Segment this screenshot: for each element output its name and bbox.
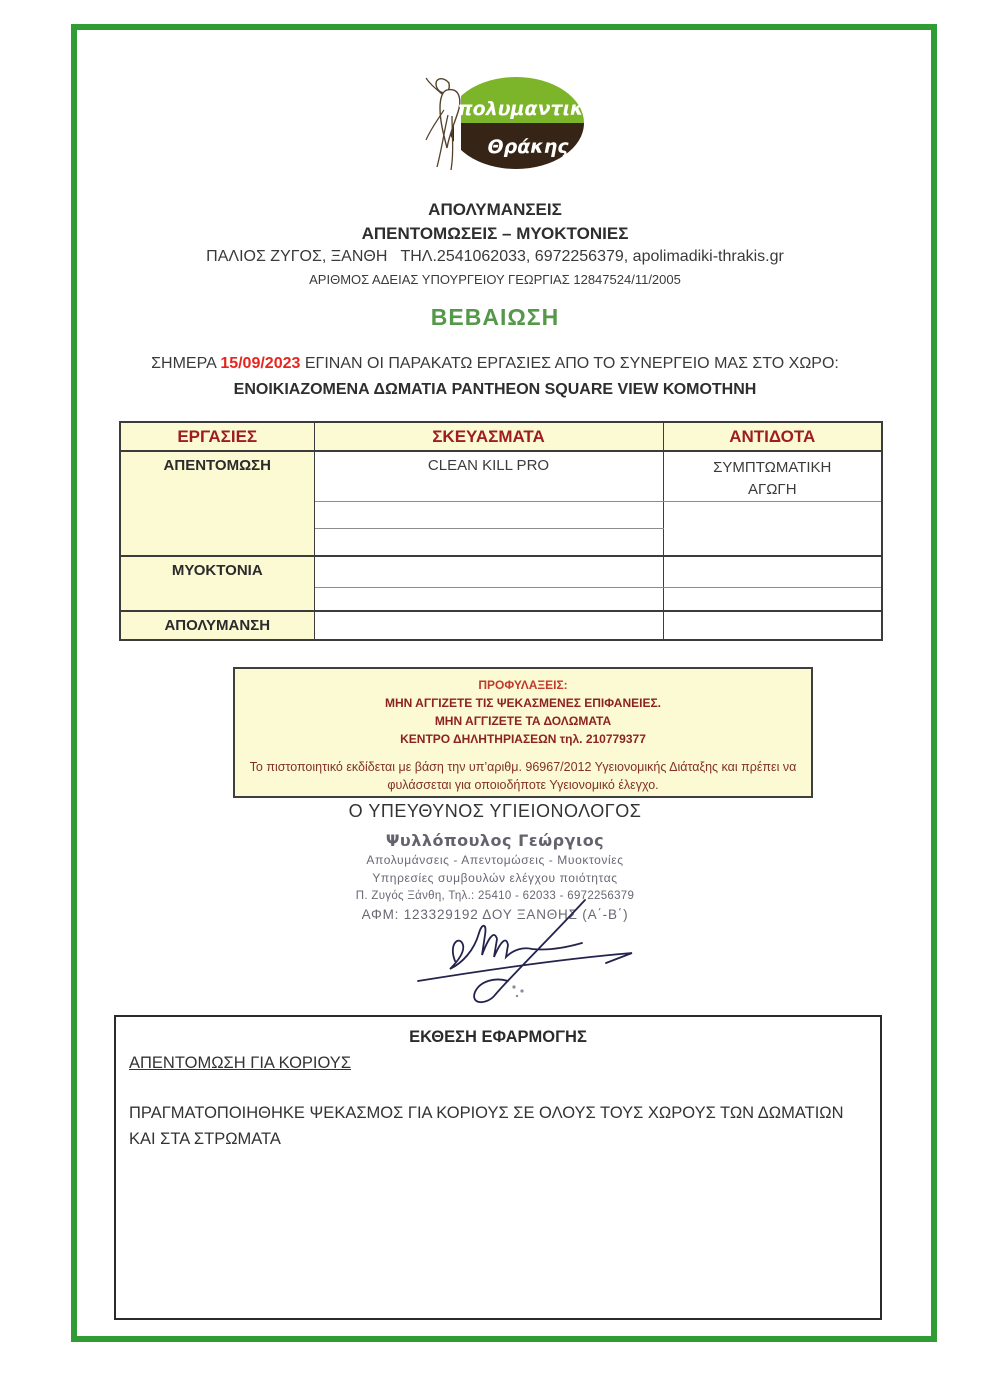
antidote-text: ΣΥΜΠΤΩΜΑΤΙΚΗ ΑΓΩΓΗ xyxy=(713,459,832,498)
document-title: ΒΕΒΑΙΩΣΗ xyxy=(430,304,560,330)
product-cell: CLEAN KILL PRO xyxy=(314,451,663,501)
antidote-cell-empty xyxy=(663,611,882,640)
report-title: ΕΚΘΕΣΗ ΕΦΑΡΜΟΓΗΣ xyxy=(409,1028,587,1046)
license-number-line: ΑΡΙΘΜΟΣ ΑΔΕΙΑΣ ΥΠΟΥΡΓΕΙΟΥ ΓΕΩΡΓΙΑΣ 12847524/11/2005 xyxy=(309,272,681,287)
task-cell-disinsection: ΑΠΕΝΤΟΜΩΣΗ xyxy=(120,451,314,556)
table-row xyxy=(120,451,882,501)
table-row xyxy=(120,556,882,587)
precaution-line: ΜΗΝ ΑΓΓΙΖΕΤΕ ΤΑ ΔΟΛΩΜΑΤΑ xyxy=(434,714,612,728)
application-report-box xyxy=(114,1015,882,1320)
table-row xyxy=(120,611,882,640)
column-header-products: ΣΚΕΥΑΣΜΑΤΑ xyxy=(314,422,663,451)
table-header-row xyxy=(120,422,882,451)
logo-name-top: Απολυμαντική xyxy=(442,98,592,120)
logo-name-bottom: Θράκης xyxy=(487,136,569,158)
antidote-cell-empty xyxy=(663,501,882,556)
stamp-name: Ψυλλόπουλος Γεώργιος xyxy=(385,831,605,850)
statement-suffix: ΕΓΙΝΑΝ ΟΙ ΠΑΡΑΚΑΤΩ ΕΡΓΑΣΙΕΣ ΑΠΟ ΤΟ ΣΥΝΕΡΓΕΙΟ ΜΑΣ ΣΤΟ ΧΩΡΟ: xyxy=(300,355,839,372)
company-services-line2: ΑΠΕΝΤΟΜΩΣΕΙΣ – ΜΥΟΚΤΟΝΙΕΣ xyxy=(361,224,629,243)
poison-center-line: ΚΕΝΤΡΟ ΔΗΛΗΤΗΡΙΑΣΕΩΝ τηλ. 210779377 xyxy=(400,732,646,746)
antidote-cell xyxy=(663,451,882,501)
company-contact-line: ΠΑΛΙΟΣ ΖΥΓΟΣ, ΞΑΝΘΗ ΤΗΛ.2541062033, 6972256379, apolimadiki-thrakis.gr xyxy=(206,248,784,265)
task-cell-rodent-control: ΜΥΟΚΤΟΝΙΑ xyxy=(120,556,314,611)
works-table xyxy=(119,421,883,641)
column-header-tasks: ΕΡΓΑΣΙΕΣ xyxy=(120,422,314,451)
stamp-tax-id: ΑΦΜ: 123329192 ΔΟΥ ΞΑΝΘΗΣ (Α΄-Β΄) xyxy=(361,907,629,922)
company-services-line1: ΑΠΟΛΥΜΑΝΣΕΙΣ xyxy=(428,200,562,219)
precautions-box xyxy=(233,667,813,798)
company-logo xyxy=(418,70,592,182)
product-cell-empty xyxy=(314,501,663,528)
statement-prefix: ΣΗΜΕΡΑ xyxy=(151,355,221,372)
statement-line xyxy=(0,355,990,373)
stamp-address-phone: Π. Ζυγός Ξάνθη, Τηλ.: 25410 - 62033 - 6972256379 xyxy=(355,890,635,902)
antidote-cell-empty xyxy=(663,556,882,587)
report-subtitle: ΑΠΕΝΤΟΜΩΣΗ ΓΙΑ ΚΟΡΙΟΥΣ xyxy=(129,1054,352,1072)
company-logo-graphic xyxy=(418,70,592,182)
product-cell-empty xyxy=(314,587,663,611)
product-cell-empty xyxy=(314,611,663,640)
precaution-line: ΜΗΝ ΑΓΓΙΖΕΤΕ ΤΙΣ ΨΕΚΑΣΜΕΝΕΣ ΕΠΙΦΑΝΕΙΕΣ. xyxy=(384,696,662,710)
statement-date: 15/09/2023 xyxy=(220,355,301,372)
stamp-services2: Υπηρεσίες συμβουλών ελέγχου ποιότητας xyxy=(372,871,618,885)
signature-icon xyxy=(400,893,660,1015)
column-header-antidotes: ΑΝΤΙΔΟΤΑ xyxy=(663,422,882,451)
product-cell-empty xyxy=(314,556,663,587)
antidote-cell-empty xyxy=(663,587,882,611)
statement-location: ΕΝΟΙΚΙΑΖΟΜΕΝΑ ΔΩΜΑΤΙΑ PANTHEON SQUARE VIEW ΚΟΜΟΤΗΝΗ xyxy=(233,381,757,398)
mosquito-icon xyxy=(426,76,461,172)
task-cell-disinfection: ΑΠΟΛΥΜΑΝΣΗ xyxy=(120,611,314,640)
signatory-role: Ο ΥΠΕΥΘΥΝΟΣ ΥΓΙΕΙΟΝΟΛΟΓΟΣ xyxy=(348,801,642,821)
report-body: ΠΡΑΓΜΑΤΟΠΟΙΗΘΗΚΕ ΨΕΚΑΣΜΟΣ ΓΙΑ ΚΟΡΙΟΥΣ ΣΕ ΟΛΟΥΣ ΤΟΥΣ ΧΩΡΟΥΣ ΤΩΝ ΔΩΜΑΤΙΩΝ ΚΑΙ ΣΤΑ ΣΤΡΩΜΑΤΑ xyxy=(129,1104,844,1148)
product-cell-empty xyxy=(314,528,663,556)
stamp-services: Απολυμάνσεις - Απεντομώσεις - Μυοκτονίες xyxy=(366,853,624,867)
certificate-legal-note: Το πιστοποιητικό εκδίδεται με βάση την υπ’αριθμ. 96967/2012 Υγειονομικής Διάταξης και πρέπει να φυλάσσεται για οποιοδήποτε Υγειονομικό έλεγχο. xyxy=(249,760,797,792)
precautions-title: ΠΡΟΦΥΛΑΞΕΙΣ: xyxy=(478,678,568,692)
